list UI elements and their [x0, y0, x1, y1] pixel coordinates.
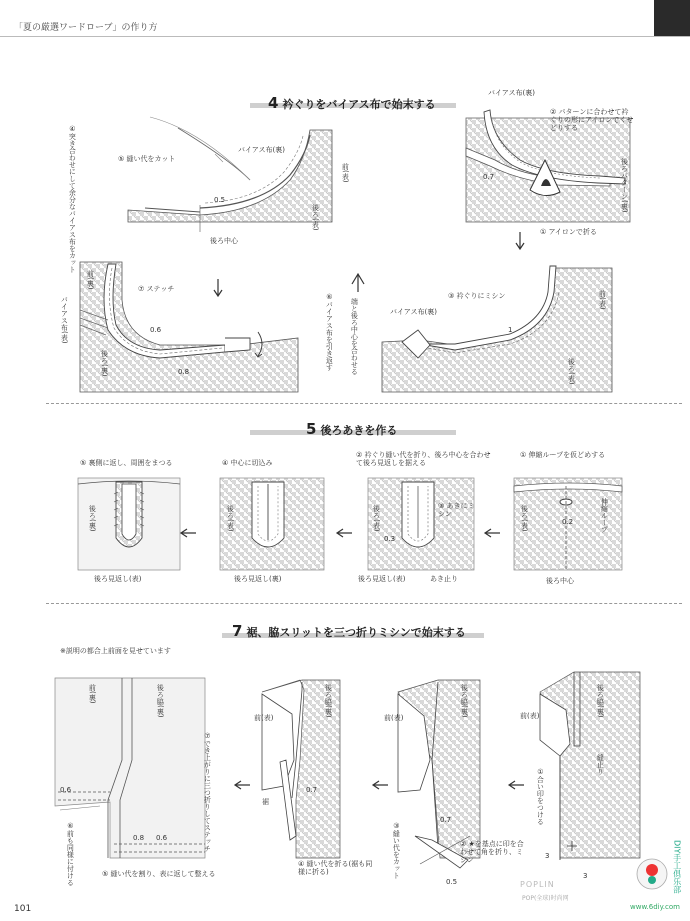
- s7-q2-label-hem: 裾: [262, 798, 269, 806]
- s4-d2-label-07: 0.7: [483, 173, 495, 181]
- s4-d3-label-bias: バイアス布(表): [60, 296, 69, 344]
- s5-p4-label-loop: 伸縮ループ: [600, 498, 609, 533]
- s5-p3-label-facing: 後ろ見返し(表): [358, 575, 406, 583]
- s5-p4-label-02: 0.2: [562, 518, 574, 526]
- s4-d1-label-bias: バイアス布(裏): [238, 146, 285, 154]
- s7-panel-4: [540, 672, 640, 860]
- s7-q2-label-07: 0.7: [306, 786, 318, 794]
- s5-p3-label-stop: あき止り: [430, 575, 458, 583]
- s5-p3-label-back: 後ろ(表): [372, 505, 381, 532]
- divider-1: [46, 403, 682, 404]
- s4-d4-label-1cm: 1: [508, 326, 513, 334]
- s5-p3-label-3: ③ あきにミシン: [438, 502, 475, 519]
- s5-p1-label-back: 後ろ(裏): [88, 505, 97, 532]
- s5-p2-label-facing: 後ろ見返し(裏): [234, 575, 282, 583]
- s4-diagram-4: [382, 266, 612, 392]
- s7-q3-label-front: 前(表): [384, 714, 404, 722]
- s4-diagram-1: [128, 117, 332, 232]
- s5-p4-label-center: 後ろ中心: [546, 577, 574, 585]
- s7-title: 7 裾、脇スリットを三つ折りミシンで始末する: [232, 622, 466, 640]
- s7-q4-label-1: ①合い印をつける: [536, 768, 545, 825]
- s7-q3-label-side: 後ろ脇(裏): [460, 684, 469, 718]
- s5-title: 5 後ろあきを作る: [306, 420, 398, 438]
- s7-q4-label-side: 後ろ脇(裏): [596, 684, 605, 718]
- s7-q1-label-06a: 0.6: [60, 786, 72, 794]
- s4-d2-label-bias: バイアス布(裏): [488, 89, 535, 97]
- s4-d1-label-back: 後ろ(表): [311, 204, 320, 231]
- s5-p4-label-1: ① 伸縮ループを仮どめする: [520, 451, 606, 459]
- s4-d4-label-bias: バイアス布(裏): [390, 308, 437, 316]
- s7-q2-label-front: 前(表): [254, 714, 274, 722]
- s4-d3-label-back: 後ろ(裏): [100, 350, 109, 377]
- s7-note: ※説明の都合上前面を見せています: [60, 647, 171, 655]
- s4-d4-label-front: 前(表): [598, 290, 607, 310]
- s4-d3-label-front: 前(裏): [86, 270, 95, 290]
- s7-panel-1: [55, 678, 205, 858]
- s7-q3-label-3: ③縫い代をカット: [392, 822, 401, 879]
- s7-q4-label-3b: 3: [583, 872, 588, 880]
- s7-q1-label-06b: 0.6: [156, 834, 168, 842]
- s7-q1-label-5: ⑤ 縫い代を割り、表に返して整える: [102, 870, 216, 878]
- s4-d3-label-stitch: ⑦ ステッチ: [138, 285, 175, 293]
- s4-title: 4 衿ぐりをバイアス布で始末する: [268, 94, 436, 112]
- s4-d1-label-5: ⑤ 縫い代をカット: [118, 155, 176, 163]
- header-title: 「夏の厳選ワードローブ」の作り方: [14, 23, 158, 33]
- s5-p1-label-facing: 後ろ見返し(表): [94, 575, 142, 583]
- s4-d3-label-08: 0.8: [178, 368, 190, 376]
- s4-d2-label-1: ① アイロンで折る: [540, 228, 597, 236]
- s5-p1-label-5: ⑤ 裏側に返し、周囲をまつる: [80, 459, 173, 467]
- s7-q4-label-front: 前(表): [520, 712, 540, 720]
- s5-p4-label-back: 後ろ(表): [520, 505, 529, 532]
- watermark-brand-sub: POP(全球)时尚网: [522, 895, 569, 902]
- s7-q1-label-side: 後ろ脇(裏): [156, 684, 165, 718]
- s7-q1-label-front: 前(裏): [88, 684, 97, 704]
- s7-q3-label-07: 0.7: [440, 816, 452, 824]
- s4-d1-label-center: 後ろ中心: [210, 237, 238, 245]
- s5-p2-label-back: 後ろ(表): [226, 505, 235, 532]
- s4-d4-label-align: 端と後ろ中心を合わせる: [350, 298, 359, 375]
- s7-q4-label-3a: 3: [545, 852, 550, 860]
- s5-p3-label-03: 0.3: [384, 535, 396, 543]
- s5-panel-2: [220, 478, 324, 570]
- s7-q1-label-6: ⑥前も同様に付ける: [66, 822, 75, 886]
- s5-panel-3: [368, 478, 474, 570]
- divider-2: [46, 603, 682, 604]
- s5-p2-label-4: ④ 中心に切込み: [222, 459, 273, 467]
- s7-q2-label-4: ④ 縫い代を折る(裾も同様に折る): [298, 860, 373, 877]
- watermark-cn: DIY手工俱乐部: [672, 840, 682, 894]
- s4-d1-label-front: 前(表): [341, 163, 350, 183]
- s4-d1-label-05: 0.5: [214, 196, 226, 204]
- watermark-brand: POPLIN: [520, 880, 555, 889]
- s4-d1-label-cut: ④突き合わせにして余分なバイアス布をカット: [68, 125, 77, 273]
- s7-q3-label-2: ② ★を基点に印を合わせて角を折り、ミシン: [460, 840, 524, 865]
- s4-d3-label-06: 0.6: [150, 326, 162, 334]
- s5-p3-label-2: ② 衿ぐり縫い代を折り、後ろ中心を合わせて後ろ見返しを据える: [356, 451, 491, 468]
- s4-d4-label-back: 後ろ(表): [567, 358, 576, 385]
- s7-q1-label-7: ⑦でき上がりに三つ折りしてステッチ: [203, 732, 212, 852]
- page-number: 101: [14, 904, 32, 914]
- watermark-site: www.6diy.com: [630, 903, 680, 911]
- s7-q4-label-stop: 縫止り: [596, 754, 605, 775]
- s4-d2-label-pattern: 後ろパターン(裏): [620, 158, 629, 213]
- s4-d3-label-6: ⑥バイアス布を引き返す: [325, 293, 334, 371]
- s7-q2-label-side: 後ろ脇(裏): [324, 684, 333, 718]
- s7-q3-label-05: 0.5: [446, 878, 458, 886]
- s4-d2-label-2: ② パターンに合わせて衿ぐりの形にアイロンでくせどりする: [550, 108, 634, 133]
- s4-d4-label-3: ③ 衿ぐりにミシン: [448, 292, 506, 300]
- s7-q1-label-08: 0.8: [133, 834, 145, 842]
